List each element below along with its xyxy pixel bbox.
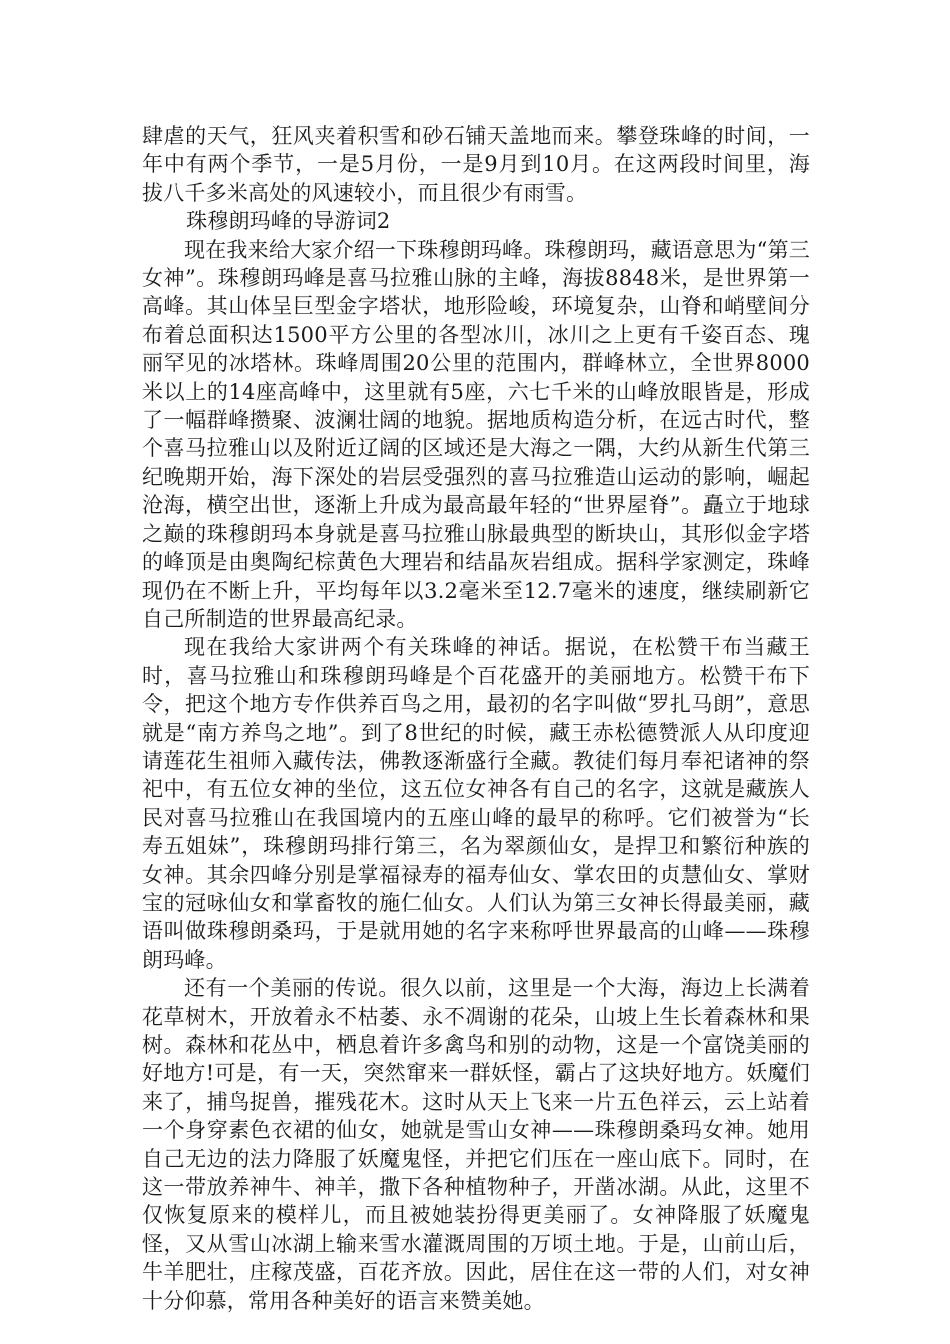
paragraph-myth-two: 还有一个美丽的传说。很久以前，这里是一个大海，海边上长满着花草树木，开放着永不枯萎、永不凋谢的花朵，山坡上生长着森林和果树。森林和花丛中，栖息着许多禽鸟和别的动物，这是一个富饶美丽的好地方!可是，有一天，突然窜来一群妖怪，霸占了这块好地方。妖魔们来了，捕鸟捉兽，摧残花木。这时从天上飞来一片五色祥云，云上站着一个身穿素色衣裙的仙女，她就是雪山女神——珠穆朗桑玛女神。她用自己无边的法力降服了妖魔鬼怪，并把它们压在一座山底下。同时，在这一带放养神牛、神羊，撒下各种植物种子，开凿冰湖。从此，这里不仅恢复原来的模样儿，而且被她装扮得更美丽了。女神降服了妖魔鬼怪，又从雪山冰湖上输来雪水灌溉周围的万顷土地。于是，山前山后，牛羊肥壮，庄稼茂盛，百花齐放。因此，居住在这一带的人们，对女神十分仰慕，常用各种美好的语言来赞美她。 [142, 976, 810, 1313]
paragraph-myth-one: 现在我给大家讲两个有关珠峰的神话。据说，在松赞干布当藏王时，喜马拉雅山和珠穆朗玛峰是个百花盛开的美丽地方。松赞干布下令，把这个地方专作供养百鸟之用，最初的名字叫做“罗扎马朗”，意思就是“南方养鸟之地”。到了8世纪的时候，藏王赤松德赞派人从印度迎请莲花生祖师入藏传法，佛教逐渐盛行全藏。教徒们每月奉祀诸神的祭祀中，有五位女神的坐位，这五位女神各有自己的名字，这就是藏族人民对喜马拉雅山在我国境内的五座山峰的最早的称呼。它们被誉为“长寿五姐妹”，珠穆朗玛排行第三，名为翠颜仙女，是捍卫和繁衍种族的女神。其余四峰分别是掌福禄寿的福寿仙女、掌农田的贞慧仙女、掌财宝的冠咏仙女和掌畜牧的施仁仙女。人们认为第三女神长得最美丽，藏语叫做珠穆朗桑玛，于是就用她的名字来称呼世界最高的山峰——珠穆朗玛峰。 [142, 635, 810, 972]
section-heading: 珠穆朗玛峰的导游词2 [186, 209, 391, 234]
document-body [142, 122, 810, 1315]
paragraph-introduction: 现在我来给大家介绍一下珠穆朗玛峰。珠穆朗玛，藏语意思为“第三女神”。珠穆朗玛峰是喜马拉雅山脉的主峰，海拔8848米，是世界第一高峰。其山体呈巨型金字塔状，地形险峻，环境复杂，山脊和峭壁间分布着总面积达1500平方公里的各型冰川，冰川之上更有千姿百态、瑰丽罕见的冰塔林。珠峰周围20公里的范围内，群峰林立，全世界8000米以上的14座高峰中，这里就有5座，六七千米的山峰放眼皆是，形成了一幅群峰攒聚、波澜壮阔的地貌。据地质构造分析，在远古时代，整个喜马拉雅山以及附近辽阔的区域还是大海之一隅，大约从新生代第三纪晚期开始，海下深处的岩层受强烈的喜马拉雅造山运动的影响，崛起沧海，横空出世，逐渐上升成为最高最年轻的“世界屋脊”。矗立于地球之巅的珠穆朗玛本身就是喜马拉雅山脉最典型的断块山，其形似金字塔的峰顶是由奥陶纪棕黄色大理岩和结晶灰岩组成。据科学家测定，珠峰现仍在不断上升，平均每年以3.2毫米至12.7毫米的速度，继续刷新它自己所制造的世界最高纪录。 [142, 237, 810, 631]
paragraph-continuation: 肆虐的天气，狂风夹着积雪和砂石铺天盖地而来。攀登珠峰的时间，一年中有两个季节，一是5月份，一是9月到10月。在这两段时间里，海拔八千多米高处的风速较小，而且很少有雨雪。 [142, 124, 810, 205]
